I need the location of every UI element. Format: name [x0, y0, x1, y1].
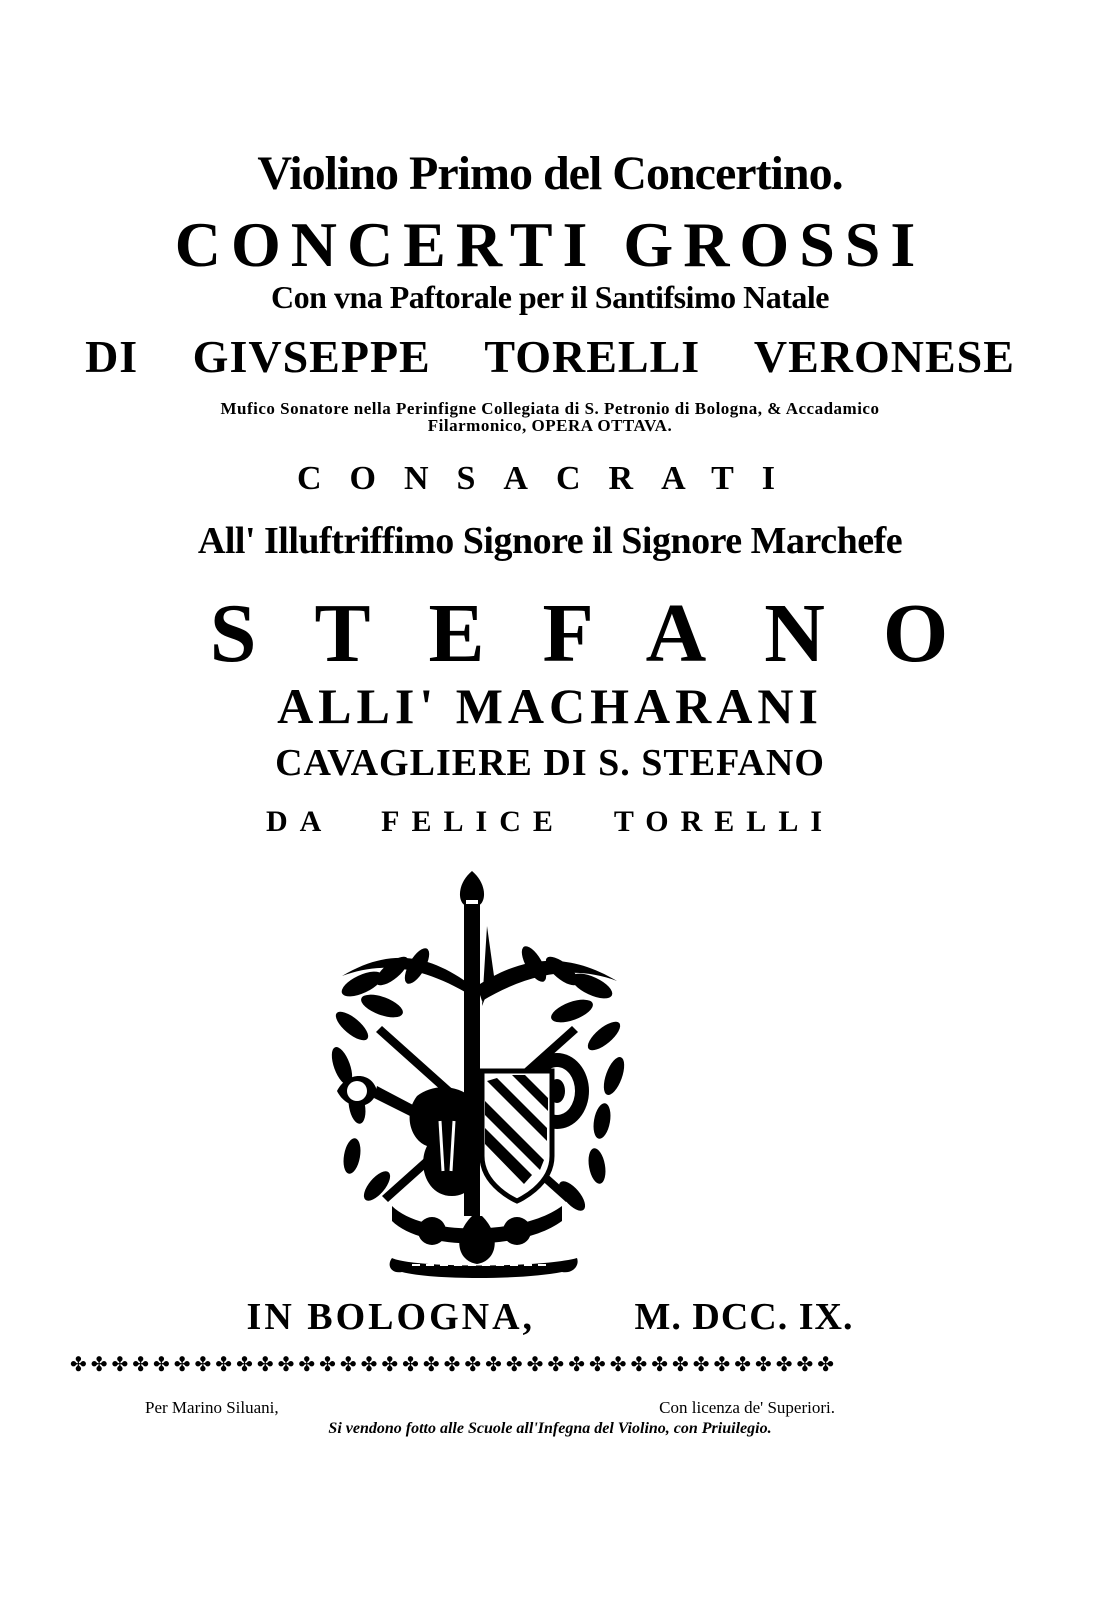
ornament-rule-icon: ✤✤✤✤✤✤✤✤✤✤✤✤✤✤✤✤✤✤✤✤✤✤✤✤✤✤✤✤✤✤✤✤✤✤✤✤✤	[70, 1352, 839, 1376]
part-heading: Violino Primo del Concertino.	[257, 147, 843, 200]
pastorale-subtitle: Con vna Paftorale per il Santifsimo Natale	[271, 279, 829, 315]
dedicatee-surname: ALLI' MACHARANI	[277, 678, 823, 734]
composer-description-line-2: Filarmonico, OPERA OTTAVA.	[427, 416, 673, 435]
license-note: Con licenza de' Superiori.	[659, 1398, 835, 1417]
composer-description-line-1: Mufico Sonatore nella Perinfigne Collegiata di S. Petronio di Bologna, & Accadamico	[220, 399, 880, 418]
musical-trophy-emblem-icon	[322, 866, 632, 1286]
sale-note: Si vendono fotto alle Scuole all'Infegna del Violino, con Priuilegio.	[328, 1420, 772, 1437]
consacrati-heading: CONSACRATI	[296, 460, 804, 497]
dedicatee-name: STEFANO	[209, 587, 1007, 680]
publisher-row	[145, 1398, 835, 1418]
printer-name: Per Marino Siluani,	[145, 1398, 279, 1417]
page-title: CONCERTI GROSSI	[174, 209, 926, 280]
imprint-line	[0, 1298, 1100, 1336]
imprint-year: M. DCC. IX.	[634, 1296, 854, 1338]
addressee-line: All' Illuftriffimo Signore il Signore Marchefe	[197, 520, 903, 562]
dedicatee-order: CAVAGLIERE DI S. STEFANO	[275, 742, 825, 784]
imprint-city: IN BOLOGNA,	[246, 1296, 536, 1338]
dedicator-line: DA FELICE TORELLI	[266, 805, 834, 838]
composer-line: DI GIVSEPPE TORELLI VERONESE	[85, 331, 1015, 382]
